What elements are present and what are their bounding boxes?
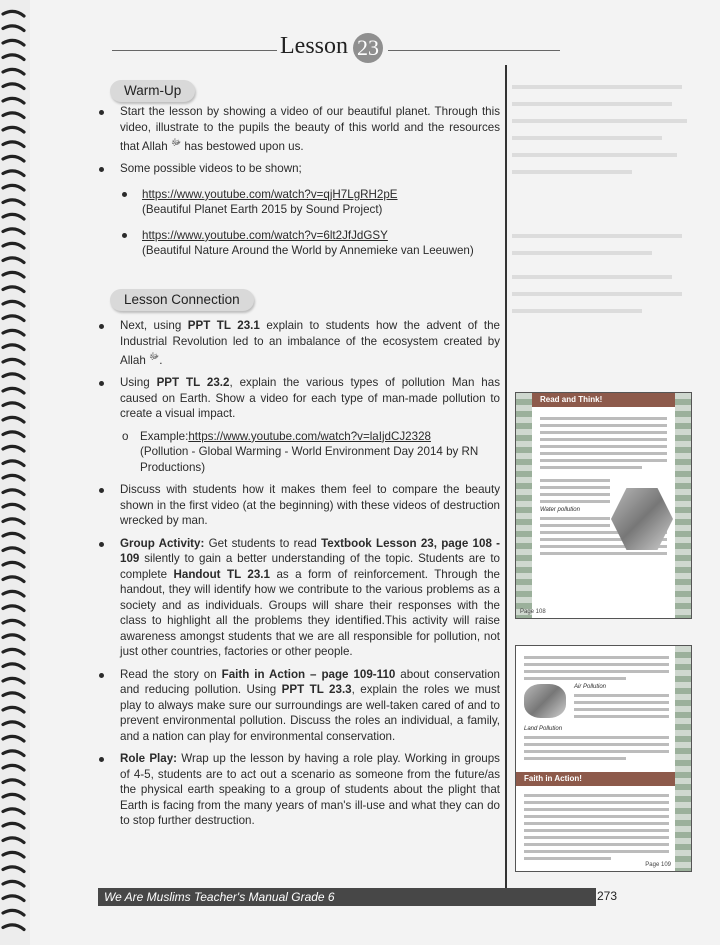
page-number: 273 xyxy=(597,889,618,903)
spiral-coil xyxy=(3,707,24,712)
spiral-coil xyxy=(3,142,24,147)
spiral-coil xyxy=(3,40,24,45)
spiral-coil xyxy=(3,823,24,828)
connection-bullet-1 xyxy=(82,318,500,368)
b5-bold2: PPT TL 23.3 xyxy=(281,683,352,697)
example-marker: o xyxy=(122,429,129,443)
spiral-coil xyxy=(3,765,24,770)
spiral-coil xyxy=(3,69,24,74)
example-item xyxy=(82,429,500,476)
spiral-coil xyxy=(3,258,24,263)
thumbnail-page-number: Page 108 xyxy=(520,609,546,615)
spiral-coil xyxy=(3,26,24,31)
spiral-coil xyxy=(3,693,24,698)
spiral-coil xyxy=(3,301,24,306)
b6-bold: Role Play: xyxy=(120,752,178,766)
spiral-coil xyxy=(3,446,24,451)
spiral-coil xyxy=(3,98,24,103)
b5-t2: about conservation and reducing pollution. Using xyxy=(120,667,500,697)
spiral-coil xyxy=(3,185,24,190)
spiral-coil xyxy=(3,417,24,422)
b5-t3: , explain the roles we must play to always make sure our surroundings are well-taken cared of and to prevent environmental pollution. Discuss the roles an individual, a family, and a nation can play for environmental conservation. xyxy=(120,683,500,743)
spiral-coil xyxy=(3,548,24,553)
spiral-coil xyxy=(3,794,24,799)
spiral-coil xyxy=(3,359,24,364)
spiral-coil xyxy=(3,780,24,785)
b4-bold1: Group Activity: xyxy=(120,536,205,550)
spiral-coil xyxy=(3,577,24,582)
thumbnail-page-number: Page 109 xyxy=(645,862,671,868)
video-caption-1: (Beautiful Planet Earth 2015 by Sound Project) xyxy=(142,203,383,217)
warmup-bullet-1-text: Start the lesson by showing a video of our beautiful planet. Through this video, illustrate to the pupils the beauty of this world and the resources that Allah xyxy=(120,105,500,153)
spiral-coil xyxy=(3,533,24,538)
spiral-coil xyxy=(3,171,24,176)
connection-heading: Lesson Connection xyxy=(110,289,254,311)
spiral-coil xyxy=(3,838,24,843)
spiral-coil xyxy=(3,504,24,509)
border-pattern xyxy=(675,393,691,618)
spiral-coil xyxy=(3,736,24,741)
spiral-coil xyxy=(3,896,24,901)
thumbnail-title: Read and Think! xyxy=(532,393,675,407)
thumbnail-section-2: Land Pollution xyxy=(524,726,563,732)
spiral-coil xyxy=(3,243,24,248)
spiral-coil xyxy=(3,316,24,321)
spiral-coil xyxy=(3,388,24,393)
video-item-2 xyxy=(82,228,500,259)
b6-text: Wrap up the lesson by having a role play. Working in groups of 4-5, students are to act out a scenario as someone from the future/as the physical earth speaking to a group of students about the plight that Earth is facing from the many years of man's ill-use and what they can do to stop further destruction. xyxy=(120,752,500,828)
b2-post: , explain the various types of pollution Man has caused on Earth. Show a video for each type of man-made pollution to create a visual impact. xyxy=(120,376,500,421)
connection-section xyxy=(82,318,500,836)
spiral-coil xyxy=(3,432,24,437)
spiral-coil xyxy=(3,330,24,335)
warmup-heading: Warm-Up xyxy=(110,80,195,102)
header-rule-right xyxy=(388,50,560,51)
spiral-coil xyxy=(3,55,24,60)
spiral-coil xyxy=(3,84,24,89)
connection-bullet-6 xyxy=(82,751,500,829)
warmup-bullet-1 xyxy=(82,104,500,154)
spiral-coil xyxy=(3,606,24,611)
thumbnail-section-1: Air Pollution xyxy=(574,684,607,690)
connection-bullet-3: Discuss with students how it makes them feel to compare the beauty shown in the first video (at the beginning) with these videos of destruction wrecked by man. xyxy=(82,482,500,529)
spiral-coil xyxy=(3,881,24,886)
spiral-coil xyxy=(3,461,24,466)
spiral-binding xyxy=(0,0,26,945)
spiral-coil xyxy=(3,852,24,857)
video-link-1[interactable]: https://www.youtube.com/watch?v=qjH7LgRH2pE xyxy=(142,187,398,201)
warmup-section xyxy=(82,104,500,265)
spiral-coil xyxy=(3,722,24,727)
lesson-number-badge: 23 xyxy=(353,33,383,63)
warmup-bullet-2: Some possible videos to be shown; xyxy=(82,161,500,177)
b1-pre: Next, using xyxy=(120,319,188,332)
thumbnail-text-lines xyxy=(524,790,669,864)
spiral-coil xyxy=(3,374,24,379)
connection-bullet-2 xyxy=(82,375,500,422)
spiral-coil xyxy=(3,475,24,480)
spiral-coil xyxy=(3,403,24,408)
calligraphy-glyph-icon: ﷻ xyxy=(170,137,182,147)
spiral-coil xyxy=(3,649,24,654)
spiral-coil xyxy=(3,562,24,567)
b1-end: . xyxy=(159,353,163,367)
border-pattern xyxy=(516,393,532,618)
spiral-coil xyxy=(3,620,24,625)
b4-bold3: Handout TL 23.1 xyxy=(173,567,270,581)
spiral-coil xyxy=(3,910,24,915)
example-label: Example: xyxy=(140,429,189,443)
spiral-coil xyxy=(3,113,24,118)
spiral-coil xyxy=(3,345,24,350)
spiral-coil xyxy=(3,156,24,161)
spiral-coil xyxy=(3,229,24,234)
b4-t2: silently to gain a better understanding of the topic. Students are to complete xyxy=(120,552,500,581)
b4-t3: as a form of reinforcement. Through the handout, they will identify how we contribute to the various problems as a society and as individuals. Groups will share their responses with the class to highlight all the problems they identified.This activity will raise awareness amongst students that we are all responsible for pollution, not just other countries, factories or other people. xyxy=(120,567,500,659)
textbook-thumbnail-page-109 xyxy=(515,645,692,872)
spiral-coil xyxy=(3,664,24,669)
warmup-bullet-1-end: has bestowed upon us. xyxy=(184,139,304,153)
spiral-coil xyxy=(3,127,24,132)
thumbnail-section: Water pollution xyxy=(540,507,580,513)
spiral-coil xyxy=(3,751,24,756)
spiral-coil xyxy=(3,591,24,596)
b1-bold: PPT TL 23.1 xyxy=(187,319,260,332)
header-rule-left xyxy=(112,50,277,51)
b2-pre: Using xyxy=(120,376,157,390)
b5-t1: Read the story on xyxy=(120,667,222,681)
video-caption-2: (Beautiful Nature Around the World by Annemieke van Leeuwen) xyxy=(142,244,474,258)
example-caption: (Pollution - Global Warming - World Environment Day 2014 by RN Productions) xyxy=(140,445,479,474)
lesson-title: Lesson xyxy=(280,33,348,59)
spiral-coil xyxy=(3,635,24,640)
factory-smoke-photo xyxy=(524,684,566,718)
spiral-coil xyxy=(3,287,24,292)
spiral-coil xyxy=(3,925,24,930)
spiral-coil xyxy=(3,809,24,814)
b1-post: explain to students how the advent of the Industrial Revolution led to an imbalance of the ecosystem created by Allah xyxy=(120,319,500,367)
spiral-coil xyxy=(3,272,24,277)
b5-bold1: Faith in Action – page 109-110 xyxy=(221,667,396,681)
connection-bullet-4 xyxy=(82,536,500,660)
column-divider xyxy=(505,65,507,895)
video-link-2[interactable]: https://www.youtube.com/watch?v=6lt2JfJdGSY xyxy=(142,228,388,242)
video-item-1 xyxy=(82,187,500,218)
spiral-coil xyxy=(3,214,24,219)
border-pattern xyxy=(675,646,691,871)
b4-t1: Get students to read xyxy=(204,536,322,550)
spiral-coil xyxy=(3,519,24,524)
bleed-through-text xyxy=(512,85,692,326)
spiral-coil xyxy=(3,490,24,495)
textbook-thumbnail-page-108 xyxy=(515,392,692,619)
connection-bullet-5 xyxy=(82,667,500,745)
calligraphy-glyph-icon: ﷻ xyxy=(149,351,160,361)
spiral-coil xyxy=(3,867,24,872)
footer-banner: We Are Muslims Teacher's Manual Grade 6 xyxy=(98,888,596,906)
b4-bold2: Textbook Lesson 23, page 108 - 109 xyxy=(120,536,501,566)
example-link[interactable]: https://www.youtube.com/watch?v=laIjdCJ2328 xyxy=(188,429,431,443)
thumbnail-bar: Faith in Action! xyxy=(516,772,675,786)
b2-bold: PPT TL 23.2 xyxy=(156,376,230,390)
spiral-coil xyxy=(3,11,24,16)
spiral-coil xyxy=(3,678,24,683)
spiral-coil xyxy=(3,200,24,205)
